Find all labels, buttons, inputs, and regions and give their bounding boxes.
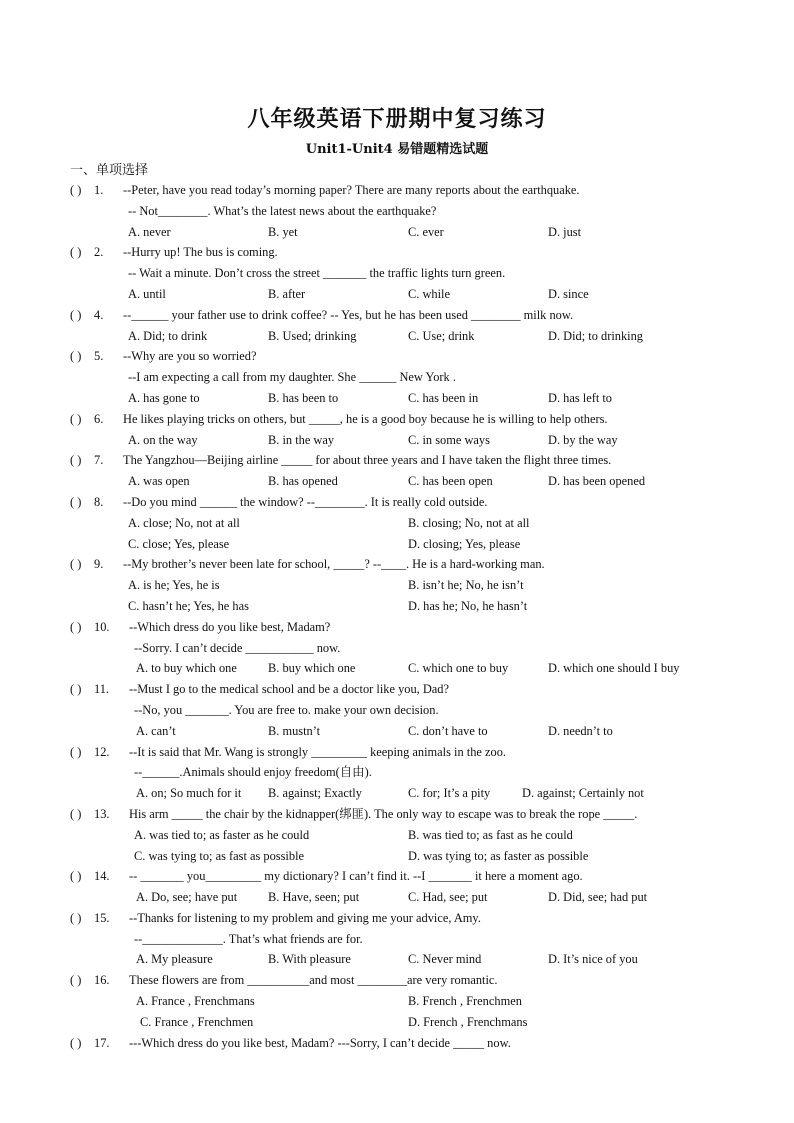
question-text: His arm _____ the chair by the kidnapper(绑匪). The only way to escape was to break the rope _____. <box>129 806 638 821</box>
answer-blank: ( ) <box>70 557 82 572</box>
question-13 <box>0 804 794 866</box>
option-c: C. close; Yes, please <box>128 536 230 551</box>
question-number: 16. <box>94 973 110 988</box>
option-d: D. has been opened <box>548 474 646 489</box>
option-a: A. Did; to drink <box>128 328 208 343</box>
option-c: C. France , Frenchmen <box>140 1014 254 1029</box>
question-text: --Why are you so worried? <box>123 349 257 364</box>
question-number: 5. <box>94 349 104 364</box>
question-number: 8. <box>94 494 104 509</box>
question-2 <box>0 242 794 304</box>
question-text: --_____________. That’s what friends are for. <box>134 931 363 946</box>
page-subtitle: Unit1-Unit4 易错题精选试题 <box>305 142 489 157</box>
question-text: ---Which dress do you like best, Madam? ---Sorry, I can’t decide _____ now. <box>129 1035 511 1050</box>
question-text: -- Wait a minute. Don’t cross the street _______ the traffic lights turn green. <box>128 266 506 281</box>
answer-blank: ( ) <box>70 869 82 884</box>
option-b: B. has been to <box>268 390 339 405</box>
option-b: B. after <box>268 286 306 301</box>
question-16 <box>0 970 794 1032</box>
option-a: A. Do, see; have put <box>136 890 238 905</box>
option-d: D. just <box>548 224 582 239</box>
question-text: --Sorry. I can’t decide ___________ now. <box>134 640 341 655</box>
question-text: --Must I go to the medical school and be a doctor like you, Dad? <box>129 682 450 697</box>
question-text: These flowers are from __________and most ________are very romantic. <box>129 973 498 988</box>
option-c: C. in some ways <box>408 432 490 447</box>
option-a: A. close; No, not at all <box>128 515 240 530</box>
option-a: A. was tied to; as faster as he could <box>134 827 310 842</box>
answer-blank: ( ) <box>70 619 82 634</box>
question-number: 13. <box>94 806 110 821</box>
option-a: A. is he; Yes, he is <box>128 578 220 593</box>
option-c: C. which one to buy <box>408 661 509 676</box>
question-15 <box>0 908 794 970</box>
question-text: --My brother’s never been late for school, _____? --____. He is a hard-working man. <box>123 557 545 572</box>
option-d: D. Did, see; had put <box>548 890 648 905</box>
option-b: B. was tied to; as fast as he could <box>408 827 573 842</box>
option-c: C. ever <box>408 224 444 239</box>
option-b: B. closing; No, not at all <box>408 515 530 530</box>
option-d: D. closing; Yes, please <box>408 536 521 551</box>
answer-blank: ( ) <box>70 349 82 364</box>
answer-blank: ( ) <box>70 494 82 509</box>
option-b: B. French , Frenchmen <box>408 994 522 1009</box>
question-6 <box>0 409 794 451</box>
answer-blank: ( ) <box>70 744 82 759</box>
option-c: C. Never mind <box>408 952 482 967</box>
option-b: B. Have, seen; put <box>268 890 360 905</box>
option-d: D. which one should I buy <box>548 661 680 676</box>
section-heading: 一、单项选择 <box>70 163 149 178</box>
question-number: 10. <box>94 619 110 634</box>
question-number: 14. <box>94 869 110 884</box>
question-12 <box>0 742 794 804</box>
answer-blank: ( ) <box>70 1035 82 1050</box>
question-number: 2. <box>94 245 104 260</box>
option-a: A. My pleasure <box>136 952 213 967</box>
option-a: A. to buy which one <box>136 661 237 676</box>
question-number: 12. <box>94 744 110 759</box>
option-d: D. was tying to; as faster as possible <box>408 848 589 863</box>
option-a: A. never <box>128 224 171 239</box>
question-number: 11. <box>94 682 110 697</box>
question-7 <box>0 450 794 492</box>
answer-blank: ( ) <box>70 245 82 260</box>
question-number: 15. <box>94 910 110 925</box>
question-list <box>0 180 794 1053</box>
option-a: A. on the way <box>128 432 198 447</box>
option-c: C. has been open <box>408 474 493 489</box>
answer-blank: ( ) <box>70 307 82 322</box>
option-d: D. French , Frenchmans <box>408 1014 528 1029</box>
question-number: 9. <box>94 557 104 572</box>
question-text: --______.Animals should enjoy freedom(自由). <box>134 765 372 780</box>
option-a: A. France , Frenchmans <box>136 994 255 1009</box>
question-number: 7. <box>94 453 104 468</box>
question-text: --I am expecting a call from my daughter. She ______ New York . <box>128 370 456 385</box>
question-text: -- _______ you_________ my dictionary? I can’t find it. --I _______ it here a moment ago. <box>129 869 583 884</box>
question-text: --Hurry up! The bus is coming. <box>123 245 278 260</box>
page-title: 八年级英语下册期中复习练习 <box>247 106 547 132</box>
question-text: --Peter, have you read today’s morning paper? There are many reports about the earthquake. <box>123 183 580 197</box>
question-text: --Thanks for listening to my problem and giving me your advice, Amy. <box>129 910 481 925</box>
question-text: --It is said that Mr. Wang is strongly _________ keeping animals in the zoo. <box>129 744 506 759</box>
answer-blank: ( ) <box>70 973 82 988</box>
option-b: B. buy which one <box>268 661 356 676</box>
question-8 <box>0 492 794 554</box>
question-number: 1. <box>94 183 104 197</box>
question-text: --______ your father use to drink coffee? -- Yes, but he has been used ________ milk now. <box>123 307 574 322</box>
option-b: B. mustn’t <box>268 723 321 738</box>
answer-blank: ( ) <box>70 411 82 426</box>
option-c: C. while <box>408 286 450 301</box>
question-9 <box>0 554 794 616</box>
option-b: B. against; Exactly <box>268 786 362 801</box>
option-a: A. was open <box>128 474 190 489</box>
question-text: --No, you _______. You are free to. make your own decision. <box>134 702 439 717</box>
answer-blank: ( ) <box>70 806 82 821</box>
question-text: --Do you mind ______ the window? --________. It is really cold outside. <box>123 494 488 509</box>
option-a: A. on; So much for it <box>136 786 242 801</box>
option-d: D. against; Certainly not <box>522 786 644 801</box>
option-c: C. was tying to; as fast as possible <box>134 848 305 863</box>
option-a: A. can’t <box>136 723 176 738</box>
option-c: C. for; It’s a pity <box>408 786 491 801</box>
option-b: B. in the way <box>268 432 335 447</box>
question-text: -- Not________. What’s the latest news about the earthquake? <box>128 203 437 218</box>
question-5 <box>0 346 794 408</box>
option-b: B. yet <box>268 224 298 239</box>
question-11 <box>0 679 794 741</box>
question-text: He likes playing tricks on others, but _____, he is a good boy because he is willing to help others. <box>123 411 608 426</box>
option-d: D. since <box>548 286 589 301</box>
question-number: 17. <box>94 1035 110 1050</box>
option-d: D. has left to <box>548 390 613 405</box>
option-d: D. Did; to drinking <box>548 328 643 343</box>
question-17 <box>0 1033 794 1054</box>
question-number: 6. <box>94 411 104 426</box>
question-4 <box>0 305 794 347</box>
option-d: D. It’s nice of you <box>548 952 638 967</box>
question-number: 4. <box>94 307 104 322</box>
option-b: B. With pleasure <box>268 952 351 967</box>
answer-blank: ( ) <box>70 453 82 468</box>
question-14 <box>0 866 794 908</box>
question-1 <box>0 180 794 242</box>
option-d: D. has he; No, he hasn’t <box>408 598 528 613</box>
option-c: C. Use; drink <box>408 328 475 343</box>
option-a: A. has gone to <box>128 390 200 405</box>
option-c: C. hasn’t he; Yes, he has <box>128 598 249 613</box>
option-d: D. by the way <box>548 432 618 447</box>
option-a: A. until <box>128 286 166 301</box>
answer-blank: ( ) <box>70 682 82 697</box>
question-10 <box>0 617 794 679</box>
option-b: B. isn’t he; No, he isn’t <box>408 578 524 593</box>
option-c: C. has been in <box>408 390 479 405</box>
answer-blank: ( ) <box>70 183 82 197</box>
option-b: B. has opened <box>268 474 338 489</box>
option-b: B. Used; drinking <box>268 328 357 343</box>
option-c: C. Had, see; put <box>408 890 488 905</box>
question-text: The Yangzhou—Beijing airline _____ for about three years and I have taken the flight three times. <box>123 453 612 468</box>
option-c: C. don’t have to <box>408 723 488 738</box>
option-d: D. needn’t to <box>548 723 613 738</box>
question-text: --Which dress do you like best, Madam? <box>129 619 331 634</box>
answer-blank: ( ) <box>70 910 82 925</box>
